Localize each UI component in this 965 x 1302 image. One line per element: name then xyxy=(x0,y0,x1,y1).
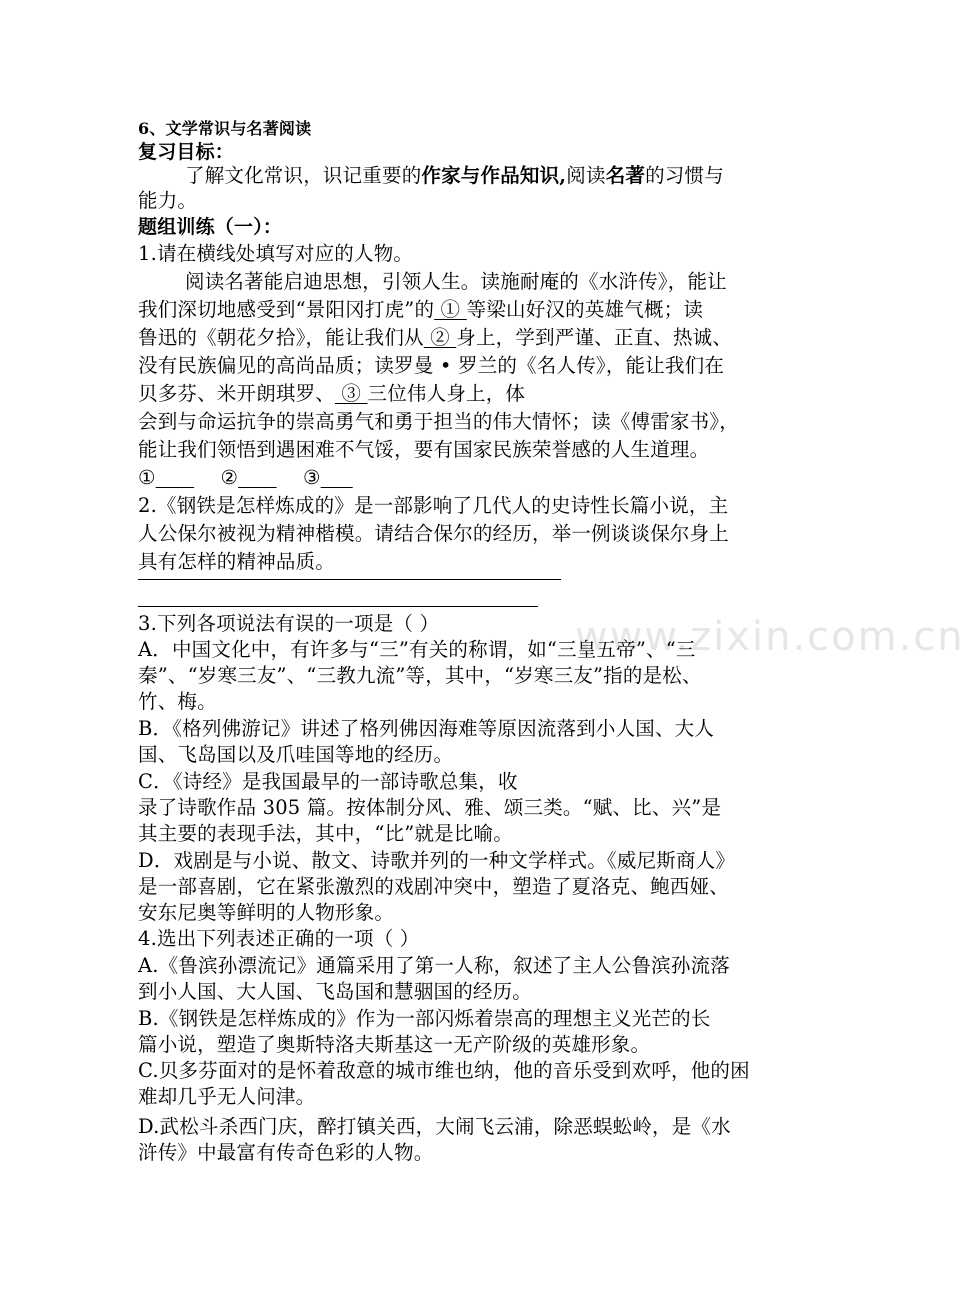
q3-option-c: 其主要的表现手法，其中，“比”就是比喻。 xyxy=(138,822,513,845)
q1-prompt: 1.请在横线处填写对应的人物。 xyxy=(138,242,414,265)
q1-blank-3[interactable]: ③ xyxy=(335,382,368,405)
q3-option-b: B．《格列佛游记》讲述了格列佛因海难等原因流落到小人国、大人 xyxy=(138,717,715,740)
q1-blank-1[interactable]: ① xyxy=(434,298,467,321)
q1-passage-line: 没有民族偏见的高尚品质；读罗曼 • 罗兰的《名人传》，能让我们在 xyxy=(138,354,725,377)
answer-line[interactable] xyxy=(138,579,561,580)
q4-option-d: 浒传》中最富有传奇色彩的人物。 xyxy=(138,1141,434,1164)
q4-option-b: 篇小说，塑造了奥斯特洛夫斯基这一无产阶级的英雄形象。 xyxy=(138,1033,651,1056)
q3-option-d: D．戏剧是与小说、散文、诗歌并列的一种文学样式。《威尼斯商人》 xyxy=(138,849,736,872)
q1-passage-line: 能让我们领悟到遇困难不气馁，要有国家民族荣誉感的人生道理。 xyxy=(138,438,710,461)
q3-option-d: 安东尼奥等鲜明的人物形象。 xyxy=(138,901,395,924)
q4-stem: 4.选出下列表述正确的一项（ ） xyxy=(138,927,420,950)
review-goal-text-cont: 能力。 xyxy=(138,189,198,212)
answer-blank-1[interactable] xyxy=(156,466,194,489)
q3-stem: 3.下列各项说法有误的一项是（ ） xyxy=(138,612,440,635)
q4-option-c: C.贝多芬面对的是怀着敌意的城市维也纳，他的音乐受到欢呼，他的困 xyxy=(138,1059,750,1082)
q1-passage-line: 阅读名著能启迪思想，引领人生。读施耐庵的《水浒传》，能让 xyxy=(185,270,727,293)
q2-text: 2.《钢铁是怎样炼成的》是一部影响了几代人的史诗性长篇小说，主 xyxy=(138,494,729,517)
q2-text: 人公保尔被视为精神楷模。请结合保尔的经历，举一例谈谈保尔身上 xyxy=(138,522,730,545)
q3-option-a: 竹、梅。 xyxy=(138,690,217,713)
q2-text: 具有怎样的精神品质。 xyxy=(138,550,336,573)
q4-option-d: D.武松斗杀西门庆，醉打镇关西，大闹飞云浦，除恶蜈蚣岭，是《水 xyxy=(138,1115,731,1138)
q1-passage-line: 贝多芬、米开朗琪罗、 ③ 三位伟人身上，体 xyxy=(138,382,526,405)
q1-passage-line: 我们深切地感受到“景阳冈打虎”的 ① 等梁山好汉的英雄气概；读 xyxy=(138,298,704,321)
q4-option-b: B.《钢铁是怎样炼成的》作为一部闪烁着崇高的理想主义光芒的长 xyxy=(138,1007,711,1030)
q3-option-b: 国、飞岛国以及爪哇国等地的经历。 xyxy=(138,743,454,766)
q3-option-d: 是一部喜剧，它在紧张激烈的戏剧冲突中，塑造了夏洛克、鲍西娅、 xyxy=(138,875,730,898)
q1-passage-line: 会到与命运抗争的崇高勇气和勇于担当的伟大情怀；读《傅雷家书》， xyxy=(138,410,739,433)
answer-line[interactable] xyxy=(138,606,538,607)
q3-option-a: 秦”、“岁寒三友”、“三教九流”等，其中，“岁寒三友”指的是松、 xyxy=(138,664,702,687)
q4-option-c: 难却几乎无人问津。 xyxy=(138,1085,316,1108)
q1-answer-row: ① ② ③ xyxy=(138,464,353,492)
q1-blank-2[interactable]: ② xyxy=(423,326,457,349)
q4-option-a: A.《鲁滨孙漂流记》通篇采用了第一人称，叙述了主人公鲁滨孙流落 xyxy=(138,954,730,977)
review-goal-text: 了解文化常识，识记重要的作家与作品知识,阅读名著的习惯与 xyxy=(185,164,724,187)
section-title: 6、文学常识与名著阅读 xyxy=(138,119,312,138)
answer-blank-3[interactable] xyxy=(321,466,353,489)
q3-option-c: 录了诗歌作品 305 篇。按体制分风、雅、颂三类。“赋、比、兴”是 xyxy=(138,796,722,819)
q1-passage-line: 鲁迅的《朝花夕拾》，能让我们从 ② 身上，学到严谨、正直、热诚、 xyxy=(138,326,733,349)
q4-option-a: 到小人国、大人国、飞岛国和慧骃国的经历。 xyxy=(138,980,533,1003)
group-heading: 题组训练（一）： xyxy=(138,216,283,238)
q3-option-c: C．《诗经》是我国最早的一部诗歌总集，收 xyxy=(138,770,518,793)
review-goal-heading: 复习目标： xyxy=(138,141,235,163)
answer-blank-2[interactable] xyxy=(238,466,276,489)
watermark: www.zixin.com.cn xyxy=(575,614,965,660)
q3-option-a: A．中国文化中，有许多与“三”有关的称谓，如“三皇五帝”、“三 xyxy=(138,638,696,661)
